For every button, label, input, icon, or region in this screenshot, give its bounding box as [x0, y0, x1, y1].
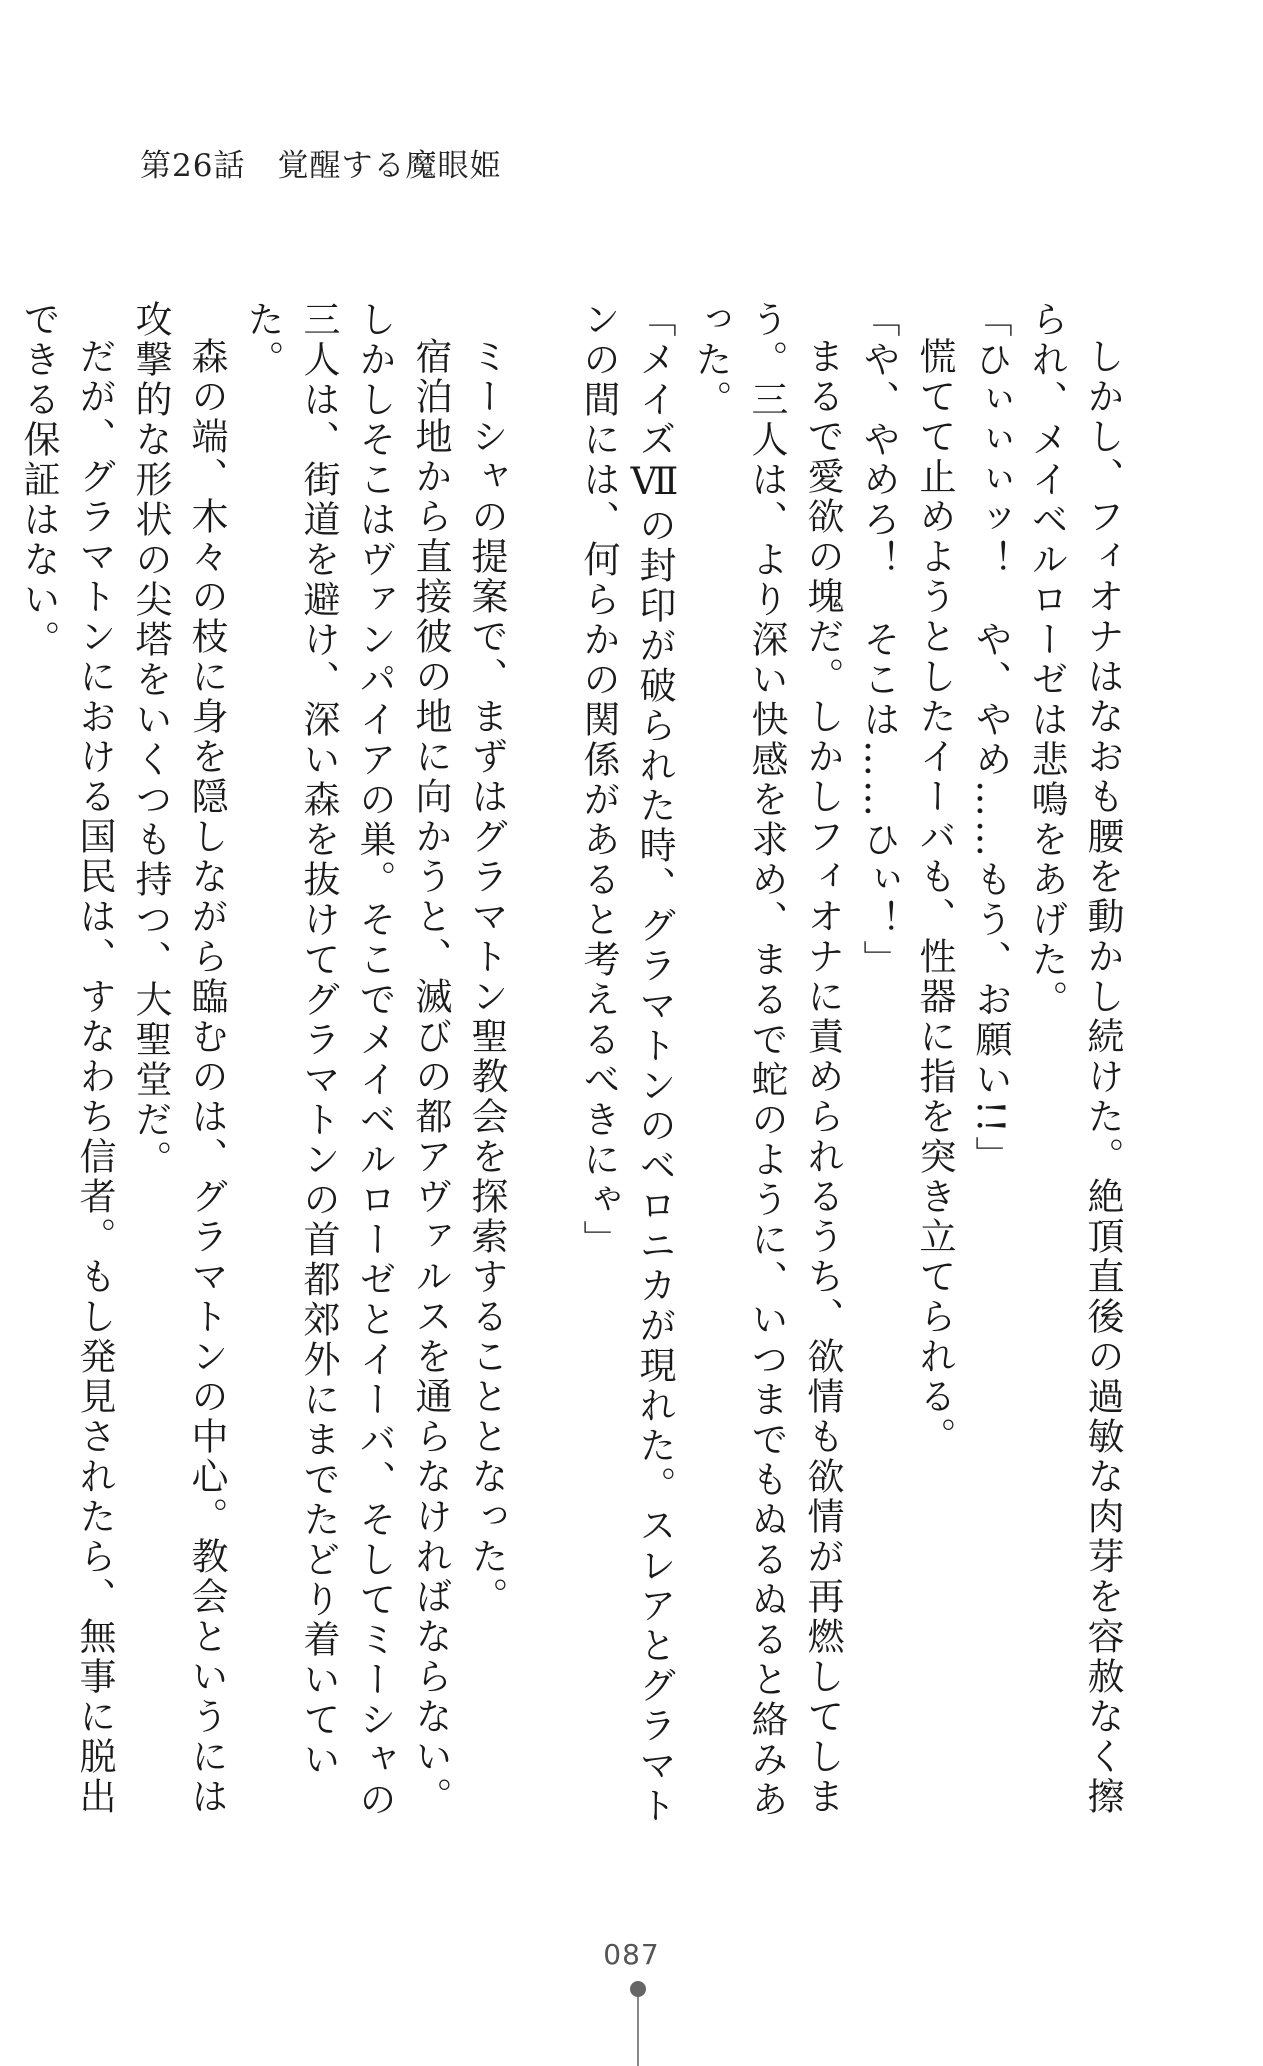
paragraph-3: まるで愛欲の塊だ。しかしフィオナに責められるうち、欲情も欲情が再燃してしまう。三人は、より深い快感を求め、まるで蛇のように、いつまでもぬるぬると絡みあった。 [689, 300, 844, 1820]
body-text [17, 300, 1130, 1830]
paragraph-1: しかし、フィオナはなおも腰を動かし続けた。絶頂直後の過敏な肉芽を容赦なく擦られ、メイベルローゼは悲鳴をあげた。 [1025, 300, 1124, 1817]
folio-line-ornament [637, 1997, 639, 2066]
dialogue-2: 「や、やめろ！ そこは……ひぃ！」 [857, 300, 900, 980]
paragraph-4: ミーシャの提案で、まずはグラマトン聖教会を探索することとなった。 [465, 337, 508, 1617]
paragraph-7: だが、グラマトンにおける国民は、すなわち信者。もし発見されたら、無事に脱出できる保証はない。 [17, 300, 116, 1817]
folio-dot-ornament [630, 1981, 646, 1997]
paragraph-2: 慌てて止めようとしたイーバも、性器に指を突き立てられる。 [913, 337, 956, 1457]
dialogue-3: 「メイズⅦの封印が破られた時、グラマトンのベロニカが現れた。スレアとグラマトンの間には、何らかの関係があると考えるべきにゃ」 [577, 300, 676, 1826]
paragraph-6: 森の端、木々の枝に身を隠しながら臨むのは、グラマトンの中心。教会というには攻撃的な形状の尖塔をいくつも持つ、大聖堂だ。 [129, 300, 228, 1817]
chapter-header: 第26話 覚醒する魔眼姫 [140, 148, 502, 184]
dialogue-1: 「ひぃぃぃッ！ や、やめ……もう、お願い!!」 [969, 300, 1012, 1176]
page-number: 087 [603, 1938, 660, 1971]
paragraph-5: 宿泊地から直接彼の地に向かうと、滅びの都アヴァルスを通らなければならない。しかしそこはヴァンパイアの巣。そこでメイベルローゼとイーバ、そしてミーシャの三人は、街道を避け、深い森を抜けてグラマトンの首都郊外にまでたどり着いていた。 [241, 300, 452, 1820]
